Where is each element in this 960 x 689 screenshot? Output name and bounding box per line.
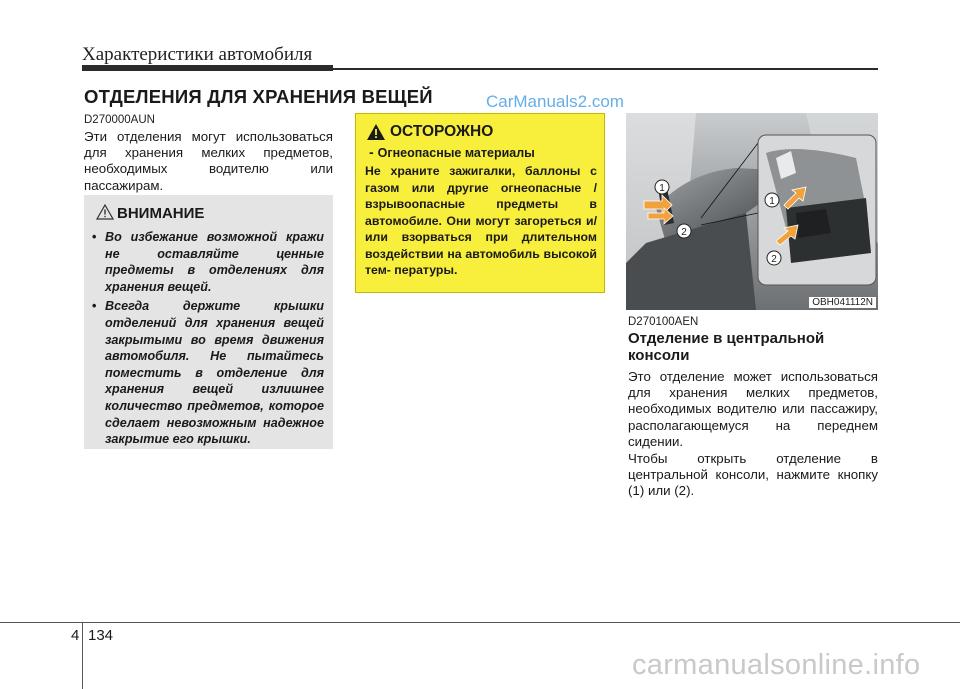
callout-1-inset (765, 193, 779, 207)
callout-2 (677, 224, 691, 238)
callout-label: 1 (769, 196, 775, 207)
footer-divider (82, 622, 83, 689)
notice-list (91, 229, 324, 451)
caution-title: ОСТОРОЖНО (390, 123, 494, 140)
figure-code: OBH041112N (809, 297, 876, 308)
footer-rule (0, 622, 960, 623)
running-header: Характеристики автомобиля (82, 44, 313, 65)
section-intro: Эти отделения могут использоваться для хранения мелких предметов, необходимых водителю или пассажирам. (84, 129, 333, 193)
caution-subtitle (369, 144, 535, 160)
caution-dash: - (369, 144, 374, 160)
notice-box (84, 195, 333, 449)
console-photo (626, 113, 878, 310)
caution-text: Не храните зажигалки, баллоны с газом или другие огнеопасные / взрывоопасные предметы в автомобиле. Они могут загореться и/или взорваться при длительном воздействии на автомобиль высокой тем- пературы. (365, 164, 597, 277)
console-para-2: Чтобы открыть отделение в центральной консоли, нажмите кнопку (1) или (2). (628, 451, 878, 499)
caution-subtitle-text: Огнеопасные материалы (377, 146, 535, 160)
footer-watermark: carmanualsonline.info (632, 649, 921, 681)
notice-title: ВНИМАНИЕ (117, 205, 205, 222)
console-para-1: Это отделение может использоваться для хранения мелких предметов, необходимых водителю или пассажиру, располагающемуся на переднем сидении. (628, 369, 878, 449)
console-illustration (626, 113, 878, 310)
callout-label: 2 (771, 254, 777, 265)
header-rule (333, 68, 878, 70)
warning-triangle-icon (96, 204, 114, 225)
chapter-number: 4 (71, 627, 80, 644)
header-bar (82, 65, 333, 71)
callout-label: 2 (681, 227, 687, 238)
watermark: CarManuals2.com (486, 92, 624, 111)
page-number: 134 (88, 627, 114, 644)
notice-item: • Во избежание возможной кражи не оставляйте ценные предметы в отделениях для хранения вещей. (91, 229, 324, 295)
section-code: D270000AUN (84, 114, 155, 126)
callout-2-inset (767, 251, 781, 265)
console-code: D270100AEN (628, 316, 699, 328)
callout-label: 1 (659, 183, 665, 194)
notice-item: • Всегда держите крышки отделений для хранения вещей закрытыми во время движения автомобиля. Не пытайтесь поместить в отделение для хранения вещей излишнее количество предметов, которое сделает невозможным надежное закрытие его крышки. (91, 298, 324, 447)
callout-1 (655, 180, 669, 194)
console-title: Отделение в центральной консоли (628, 330, 825, 364)
caution-triangle-icon (366, 123, 386, 146)
caution-box (355, 113, 605, 293)
section-title: ОТДЕЛЕНИЯ ДЛЯ ХРАНЕНИЯ ВЕЩЕЙ (84, 86, 433, 107)
